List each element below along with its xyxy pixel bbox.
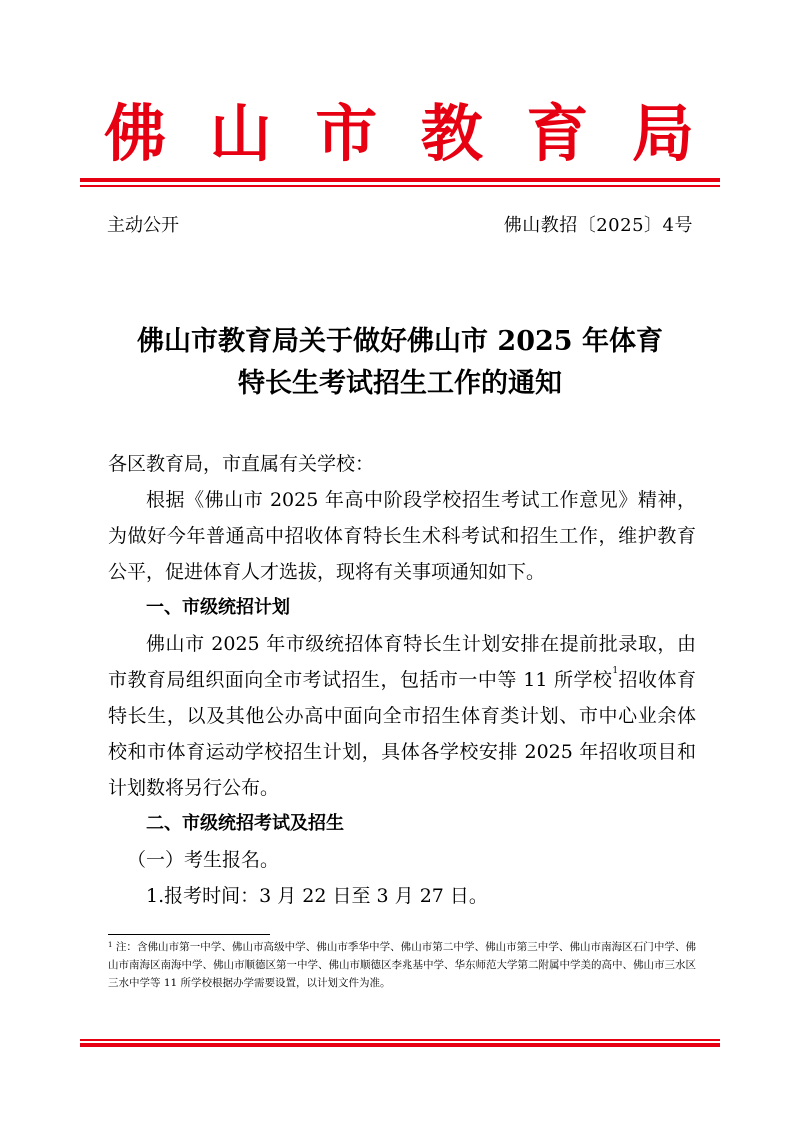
masthead-rule-thin	[80, 185, 720, 187]
section-1-text-a: 佛山市 2025 年市级统招体育特长生计划安排在提前批录取，由市教育局组织面向全市考试招生，包括市一中等 11 所学校	[108, 633, 696, 691]
section-2-heading: 二、市级统招考试及招生	[146, 813, 344, 834]
masthead-title	[104, 96, 694, 172]
footer-rule-thick	[80, 1043, 720, 1047]
footnote-reference[interactable]: 1	[612, 665, 619, 676]
disclosure-label: 主动公开	[107, 215, 179, 236]
footnote-separator	[108, 934, 270, 935]
section-1-heading: 一、市级统招计划	[146, 597, 290, 618]
document-body	[108, 446, 696, 914]
subsection-1-heading: （一）考生报名。	[127, 849, 280, 871]
masthead-char-1: 佛	[104, 97, 167, 170]
document-title-line-2: 特长生考试招生工作的通知	[238, 368, 562, 399]
masthead-char-3: 市	[315, 97, 378, 170]
footer-rule-thin	[80, 1039, 720, 1041]
masthead-char-6: 局	[631, 97, 694, 170]
intro-paragraph: 根据《佛山市 2025 年高中阶段学校招生考试工作意见》精神，为做好今年普通高中招收体育特长生术科考试和招生工作，维护教育公平，促进体育人才选拔，现将有关事项通知如下。	[108, 489, 696, 583]
salutation: 各区教育局，市直属有关学校：	[108, 453, 375, 475]
masthead-char-2: 山	[209, 97, 272, 170]
section-1-text-b: 招收体育特长生，以及其他公办高中面向全市招生体育类计划、市中心业余体校和市体育运动学校招生计划，具体各学校安排 2025 年招收项目和计划数将另行公布。	[108, 669, 696, 799]
masthead-char-4: 教	[420, 97, 483, 170]
item-1: 1.报考时间：3 月 22 日至 3 月 27 日。	[146, 885, 488, 907]
footnote-text: 注：含佛山市第一中学、佛山市高级中学、佛山市季华中学、佛山市第二中学、佛山市第三中学、佛山市南海区石门中学、佛山市南海区南海中学、佛山市顺德区第一中学、佛山市顺德区李兆基中学、华东师范大学第二附属中学美的高中、佛山市三水区三水中学等 11 所学校根据办学需要设置，以计划文件为准。	[108, 941, 696, 989]
document-title-line-1: 佛山市教育局关于做好佛山市 2025 年体育	[137, 326, 663, 357]
footnote-mark: 1	[108, 941, 113, 949]
masthead-char-5: 育	[526, 97, 589, 170]
document-number: 佛山教招〔2025〕4号	[503, 215, 693, 236]
section-1-paragraph	[108, 626, 696, 806]
footnote	[108, 938, 696, 992]
masthead-rule-thick	[80, 178, 720, 182]
